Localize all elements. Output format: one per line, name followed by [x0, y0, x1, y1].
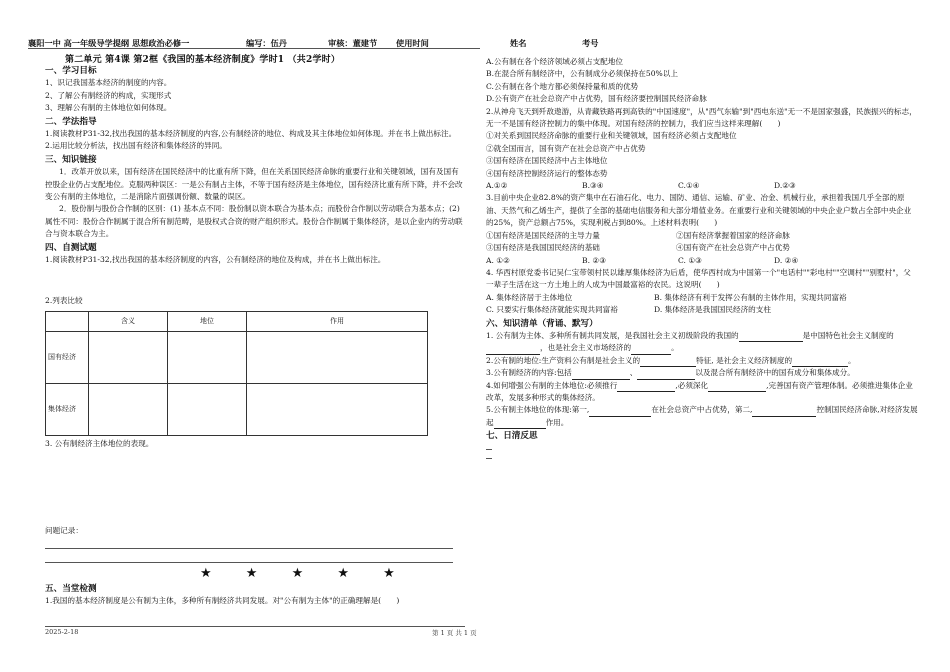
comparison-table	[45, 311, 428, 436]
fill-blank[interactable]	[739, 332, 803, 342]
table-header: 作用	[247, 311, 428, 331]
q2-choice[interactable]: C.①④	[678, 181, 700, 191]
q2-choice[interactable]: A.①②	[486, 181, 508, 191]
q3-item: ③国有经济是我国国民经济的基础	[486, 243, 600, 253]
goal-item: 1、识记我国基本经济的制度的内容。	[45, 78, 172, 88]
knowledge-list-item-5	[486, 404, 918, 429]
knowledge-list-item-1	[486, 330, 918, 355]
section-daily-reflection: 七、日清反思	[486, 431, 538, 442]
table-row-label: 国有经济	[46, 331, 89, 383]
fill-blank[interactable]	[486, 345, 540, 355]
q1-option: A.公有制在各个经济领域必须占支配地位	[486, 57, 623, 66]
q2-choice[interactable]: B.③④	[582, 181, 604, 191]
fill-text: 是中国特色社会主义制度的	[802, 330, 894, 340]
q3-item-row	[486, 230, 918, 242]
q3-item: ①国有经济是国民经济的主导力量	[486, 230, 600, 240]
record-line[interactable]	[45, 562, 453, 563]
footer-rule	[45, 626, 465, 627]
in-class-q1: 1.我国的基本经济制度是公有制为主体，多种所有制经济共同发展。对"公有制为主体"的正确理解是( )	[45, 596, 400, 606]
question-record	[45, 525, 465, 537]
header-date-label: 使用时间	[396, 38, 429, 48]
q4-option[interactable]: D. 集体经济是我国国民经济的支柱	[654, 305, 771, 315]
knowledge-list-item-2	[486, 355, 918, 367]
q4-stem: 4. 华西村原党委书记吴仁宝带领村民以雄厚集体经济为后盾，使华西村成为中国第一个"电话村""彩电村""空调村""别墅村"，父一辈子生活在这一方土地上的人成为中国最富裕的农民。这说明( )	[486, 267, 911, 290]
q3-choice[interactable]: C. ①③	[678, 255, 702, 265]
q1-option: D.公有资产在社会总资产中占优势，国有经济要控制国民经济命脉	[486, 94, 707, 104]
q2-choice[interactable]: D.②③	[774, 181, 796, 191]
self-test-q1: 1.阅读教材P31-32,找出我国的基本经济制度的内容，公有制经济的地位及构成，并在书上做出标注。	[45, 255, 386, 265]
goal-item: 3、理解公有制的主体地位如何体现。	[45, 103, 172, 113]
q3-item: ④国有资产在社会总资产中占优势	[676, 243, 790, 253]
section-self-test: 四、自测试题	[45, 242, 97, 253]
fill-text: ，也是社会主义市场经济的	[540, 343, 632, 353]
fill-blank[interactable]	[589, 407, 651, 417]
star-divider: ★ ★ ★ ★ ★	[200, 566, 410, 581]
fill-blank[interactable]	[617, 382, 675, 392]
right-column	[486, 56, 918, 459]
q1-option: B.在混合所有制经济中，公有制成分必须保持在50%以上	[486, 69, 678, 79]
section-knowledge-list: 六、知识清单（背诵、默写）	[486, 318, 598, 329]
table-cell[interactable]	[89, 331, 168, 383]
question-record-label: 问题记录：	[45, 526, 83, 535]
self-test-q2: 2.列表比较	[45, 295, 83, 305]
q3-choice[interactable]: D. ②④	[774, 255, 799, 265]
fill-blank[interactable]	[708, 382, 766, 392]
fill-blank[interactable]	[572, 370, 630, 380]
fill-text: 。	[671, 343, 679, 353]
fill-text: 2.公有制的地位:生产资料公有制是社会主义的	[486, 355, 641, 365]
q4-option[interactable]: C. 只要实行集体经济就能实现共同富裕	[486, 305, 618, 315]
page-title: 第二单元 第4课 第2框《我国的基本经济制度》学时1 （共2学时）	[65, 55, 341, 65]
footer-page-number: 第 1 页 共 1 页	[432, 629, 477, 637]
section-learning-goals: 一、学习目标	[45, 66, 97, 76]
fill-text: 1. 公有制为主体、多种所有制共同发展，是我国社会主义初级阶段的我国的	[486, 330, 739, 340]
header-reviewer: 审核：董建节	[328, 38, 378, 48]
method-item: 2.运用比较分析法，找出国有经济和集体经济的异同。	[45, 141, 227, 151]
q4-option-row	[486, 292, 918, 304]
table-header: 地位	[168, 311, 247, 331]
q4-option[interactable]: B. 集体经济有利于发挥公有制的主体作用，实现共同富裕	[654, 292, 847, 302]
fill-blank[interactable]	[494, 419, 546, 429]
in-class-test	[45, 582, 465, 608]
header-id-label: 考号	[582, 38, 599, 48]
fill-text: 。	[848, 355, 856, 365]
q1-option: C.公有制在各个地方都必须保持量和质的优势	[486, 81, 639, 91]
fill-text: 3.公有制经济的内容:包括	[486, 368, 572, 378]
q3-item-row	[486, 242, 918, 254]
fill-text: ,必须深化	[675, 380, 709, 390]
q3-choice[interactable]: A. ①②	[486, 255, 510, 265]
q3-choices	[486, 255, 918, 267]
fill-text: 4.如何增强公有制的主体地位:必须推行	[486, 380, 618, 390]
q2-item: ③国有经济在国民经济中占主体地位	[486, 156, 608, 166]
method-item: 1.阅读教材P31-32,找出我国的基本经济制度的内容,公有制经济的地位、构成及其主体地位如何体现。并在书上做出标注。	[45, 129, 457, 139]
fill-blank[interactable]	[631, 345, 671, 355]
knowledge-list-item-3	[486, 367, 918, 379]
section-method-guide: 二、学法指导	[45, 116, 97, 127]
q4-option-row	[486, 304, 918, 316]
fill-text: 特征, 是社会主义经济制度的	[696, 355, 793, 365]
q2-stem: 2.从神舟飞天到歼敌遨游，从青藏铁路再到高铁的"中国速度"，从"西气东输"到"西电东送"无一不是国家强盛，民族振兴的标志，无一不是国有经济控制力的集中体现。对国有经济的控制力，我们应当这样来理解( )	[486, 106, 917, 129]
table-cell[interactable]	[89, 383, 168, 435]
q2-item: ④国有经济控制经济运行的整体态势	[486, 168, 608, 178]
fill-text: 以及混合所有制经济中的国有成分和集体成分。	[695, 368, 855, 378]
fill-blank[interactable]	[752, 407, 816, 417]
footer-date: 2025-2-18	[45, 628, 79, 636]
knowledge-list-item-4	[486, 380, 918, 405]
goal-item: 2、了解公有制经济的构成，实现形式	[45, 90, 172, 100]
fill-text: ,完善国有资产管理体制。必须推进集体企业改革，发展多种形式的集体经济。	[486, 380, 913, 402]
fill-blank[interactable]	[640, 357, 696, 367]
section-in-class-test: 五、当堂检测	[45, 584, 97, 594]
q3-item: ②国有经济掌握着国家的经济命脉	[676, 230, 790, 240]
q2-item: ②就全国而言，国有资产在社会总资产中占优势	[486, 143, 646, 153]
section-knowledge-link: 三、知识链接	[45, 154, 97, 165]
fill-text: 作用。	[545, 417, 569, 427]
table-cell[interactable]	[168, 383, 247, 435]
table-row-label: 集体经济	[46, 383, 89, 435]
fill-text: 、	[629, 368, 638, 378]
fill-blank[interactable]	[637, 370, 695, 380]
table-cell[interactable]	[247, 383, 428, 435]
knowledge-paragraph: 2．股份制与股份合作制的区别：(1) 基本点不同：股份制以资本联合为基本点；而股份合作制以劳动联合为基本点；(2)属性不同：股份合作制属于混合所有制范畴，是股权式合资的财产组织形式。股份合作制属于集体经济，是以企业内的劳动联合与资本联合为主。	[45, 204, 463, 239]
self-test-q3: 3. 公有制经济主体地位的表现。	[45, 438, 154, 448]
reflection-line[interactable]	[486, 458, 492, 459]
table-header: 含义	[89, 311, 168, 331]
table-cell[interactable]	[168, 331, 247, 383]
record-line[interactable]	[45, 548, 453, 549]
table-cell[interactable]	[247, 331, 428, 383]
q2-item: ①对关系到国民经济命脉的重要行业和关键领域，国有经济必须占支配地位	[486, 131, 737, 141]
header-school: 襄阳一中 高一年级导学提纲 思想政治必修一	[28, 38, 190, 48]
left-column	[45, 64, 463, 450]
q3-choice[interactable]: B. ②③	[582, 255, 607, 265]
fill-text: 在社会总资产中占优势，第二,	[651, 405, 753, 415]
fill-text: 5.公有制主体地位的体现:第一,	[486, 405, 590, 415]
knowledge-paragraph: 1．改革开放以来，国有经济在国民经济中的比重有所下降，但在关系国民经济命脉的重要行业和关键领域，国有及国有控股企业仍占支配地位。克服两种误区：一是公有制占主体，不等于国有经济是主体地位，国有经济比重有所下降，并不会改变公有制的主体地位，二是消除片面强调份额、数量的误区。	[45, 167, 463, 202]
q2-choices	[486, 180, 918, 192]
fill-blank[interactable]	[792, 357, 848, 367]
q3-stem: 3.目前中央企业82.8%的资产集中在石油石化、电力、国防、通信、运输、矿业、冶金、机械行业，承担着我国几乎全部的原油、天然气和乙烯生产，提供了全部的基础电信服务和大部分增值业务。在重要行业和关键领域的中央企业户数占全部中央企业的25%，资产总额占75%，实现利税占到80%。上述材料表明( )	[486, 193, 912, 228]
reflection-line[interactable]	[486, 449, 492, 450]
fill-text: 控制国民经济命脉,对经济发展起	[486, 405, 918, 427]
header-author: 编写：伍丹	[246, 38, 287, 48]
header-rule	[28, 48, 480, 49]
header-name-label: 姓名	[510, 38, 527, 48]
q4-option[interactable]: A. 集体经济居于主体地位	[486, 292, 573, 302]
